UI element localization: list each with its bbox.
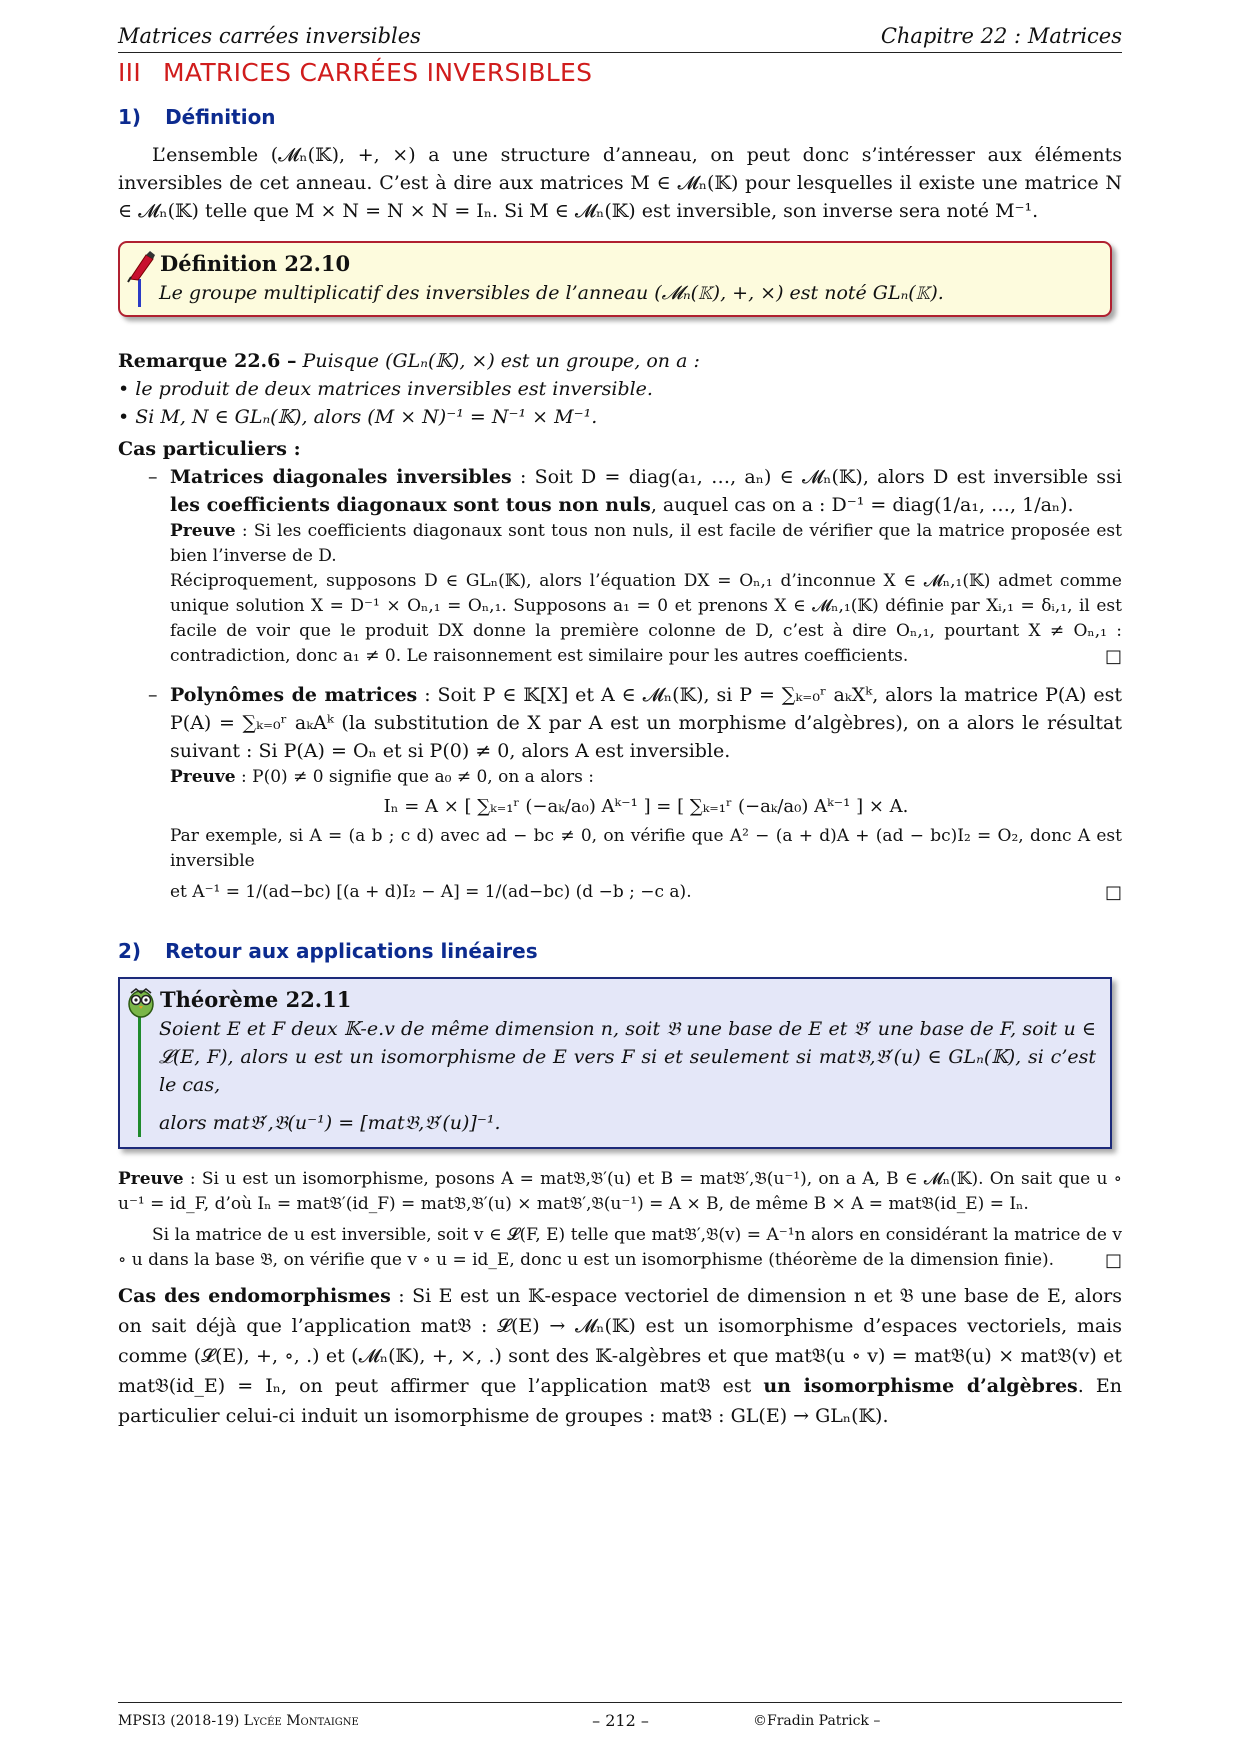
diagonal-title: Matrices diagonales inversibles: [170, 466, 512, 488]
subsection-label: Définition: [165, 105, 276, 129]
diagonal-proof-1: : Si les coefficients diagonaux sont tous non nuls, il est facile de vérifier que la matrice proposée est bien l’inverse de D.: [170, 521, 1122, 566]
endomorphisms-paragraph: [118, 1281, 1122, 1431]
endomorphisms-bold: un isomorphisme d’algèbres: [763, 1375, 1078, 1397]
cases-label: Cas particuliers :: [118, 438, 301, 460]
definition-body: Le groupe multiplicatif des inversibles de l’anneau (𝓜ₙ(𝕂), +, ×) est noté GLₙ(𝕂).: [138, 279, 1096, 307]
polynomial-proof: [118, 765, 1122, 905]
diagonal-dash: –: [148, 466, 158, 488]
theorem-box: [118, 977, 1112, 1149]
qed-symbol: □: [1104, 1250, 1122, 1271]
subsection-label: Retour aux applications linéaires: [165, 939, 538, 963]
polynomial-proof-label: Preuve: [170, 767, 236, 787]
polynomial-dash: –: [148, 684, 158, 706]
diagonal-case: [118, 463, 1122, 519]
theorem-proof-label: Preuve: [118, 1169, 184, 1189]
section-number: III: [118, 58, 142, 87]
diagonal-bold: les coefficients diagonaux sont tous non nuls: [170, 494, 651, 516]
owl-icon: [126, 985, 156, 1019]
diagonal-proof-2: Réciproquement, supposons D ∈ GLₙ(𝕂), alors l’équation DX = Oₙ,₁ d’inconnue X ∈ 𝓜ₙ,₁(𝕂) admet comme unique solution X = D⁻¹ × Oₙ,₁ = Oₙ,₁. Supposons a₁ = 0 et prenons X ∈ 𝓜ₙ,₁(𝕂) définie par Xᵢ,₁ = δᵢ,₁, il est facile de voir que le produit DX donne la première colonne de D, c’est à dire Oₙ,₁, pourtant X ≠ Oₙ,₁ : contradiction, donc a₁ ≠ 0. Le raisonnement est similaire pour les autres coefficients.: [170, 571, 1122, 666]
quill-icon: [126, 249, 156, 283]
running-header: [118, 18, 1122, 53]
diagonal-text-1: : Soit D = diag(a₁, …, aₙ) ∈ 𝓜ₙ(𝕂), alors D est inversible ssi: [511, 466, 1122, 488]
remark-label: Remarque 22.6 –: [118, 350, 297, 372]
polynomial-example-1: Par exemple, si A = (a b ; c d) avec ad − bc ≠ 0, on vérifie que A² − (a + d)A + (ad − bc)I₂ = O₂, donc A est inversible: [170, 826, 1122, 871]
section-title: [118, 58, 1122, 87]
diagonal-text-2: , auquel cas on a : D⁻¹ = diag(1/a₁, …, 1/aₙ).: [650, 494, 1074, 516]
footer-right: ©Fradin Patrick –: [753, 1712, 881, 1729]
remark-line: [118, 347, 1122, 375]
endomorphisms-label: Cas des endomorphismes: [118, 1285, 391, 1307]
polynomial-title: Polynômes de matrices: [170, 684, 418, 706]
endomorphisms-text-1: : Si E est un 𝕂-espace vectoriel de dimension n et 𝔅 une base de E, alors on sait déjà que l’application mat𝔅 : 𝓛(E) → 𝓜ₙ(𝕂) est un isomorphisme d’espaces vectoriels, mais comme (𝓛(E), +, ∘, .) et (𝓜ₙ(𝕂), +, ×, .) sont des 𝕂-algèbres et que mat𝔅(u ∘ v) = mat𝔅(u) × mat𝔅(v) et mat𝔅(id_E) = Iₙ, on peut affirmer que l’application mat𝔅 est: [118, 1285, 1122, 1397]
section-label: MATRICES CARRÉES INVERSIBLES: [163, 58, 593, 87]
header-left: Matrices carrées inversibles: [118, 24, 421, 48]
footer-left: MPSI3 (2018-19) Lycée Montaigne: [118, 1712, 359, 1729]
theorem-body: [138, 1015, 1096, 1137]
definition-title: Définition 22.10: [160, 251, 351, 276]
theorem-proof-1: : Si u est un isomorphisme, posons A = mat𝔅,𝔅′(u) et B = mat𝔅′,𝔅(u⁻¹), on a A, B ∈ 𝓜ₙ(𝕂). On sait que u ∘ u⁻¹ = id_F, d’où Iₙ = mat𝔅′(id_F) = mat𝔅,𝔅′(u) × mat𝔅′,𝔅(u⁻¹) = A × B, de même B × A = mat𝔅(id_E) = Iₙ.: [118, 1169, 1122, 1214]
theorem-body-2: alors mat𝔅′,𝔅(u⁻¹) = [mat𝔅,𝔅′(u)]⁻¹.: [159, 1112, 501, 1134]
diagonal-proof: [118, 519, 1122, 669]
polynomial-display-equation: Iₙ = A × [ ∑ₖ₌₁ʳ (−aₖ/a₀) Aᵏ⁻¹ ] = [ ∑ₖ₌₁ʳ (−aₖ/a₀) Aᵏ⁻¹ ] × A.: [383, 796, 909, 817]
theorem-title: Théorème 22.11: [160, 987, 352, 1012]
theorem-proof: [118, 1167, 1122, 1273]
definition-box: [118, 241, 1112, 317]
subsection-number: 2): [118, 939, 142, 963]
qed-symbol: □: [1104, 646, 1122, 667]
remark-item-1: • le produit de deux matrices inversibles est inversible.: [118, 378, 653, 400]
subsection-definition: [118, 105, 1122, 129]
page-number: – 212 –: [592, 1711, 649, 1730]
qed-symbol: □: [1104, 882, 1122, 903]
polynomial-case: [118, 681, 1122, 765]
polynomial-example-2: et A⁻¹ = 1/(ad−bc) [(a + d)I₂ − A] = 1/(ad−bc) (d −b ; −c a).: [170, 882, 692, 902]
remark-item-2: • Si M, N ∈ GLₙ(𝕂), alors (M × N)⁻¹ = N⁻¹ × M⁻¹.: [118, 406, 598, 428]
subsection-number: 1): [118, 105, 142, 129]
theorem-proof-2: Si la matrice de u est inversible, soit v ∈ 𝓛(F, E) telle que mat𝔅′,𝔅(v) = A⁻¹n alors en considérant la matrice de v ∘ u dans la base 𝔅, on vérifie que v ∘ u = id_E, donc u est un isomorphisme (théorème de la dimension finie).: [118, 1225, 1122, 1270]
polynomial-text: : Soit P ∈ 𝕂[X] et A ∈ 𝓜ₙ(𝕂), si P = ∑ₖ₌₀ʳ aₖXᵏ, alors la matrice P(A) est P(A) = ∑ₖ₌₀ʳ aₖAᵏ (la substitution de X par A est un morphisme d’algèbres), on a alors le résultat suivant : Si P(A) = Oₙ et si P(0) ≠ 0, alors A est inversible.: [170, 684, 1122, 762]
polynomial-proof-1: : P(0) ≠ 0 signifie que a₀ ≠ 0, on a alors :: [235, 767, 595, 787]
endomorphisms-text-2: . En particulier celui-ci induit un isomorphisme de groupes : mat𝔅 : GL(E) → GLₙ(𝕂).: [118, 1375, 1122, 1427]
subsection-linear-maps: [118, 939, 1122, 963]
intro-paragraph: L’ensemble (𝓜ₙ(𝕂), +, ×) a une structure d’anneau, on peut donc s’intéresser aux éléments inversibles de cet anneau. C’est à dire aux matrices M ∈ 𝓜ₙ(𝕂) pour lesquelles il existe une matrice N ∈ 𝓜ₙ(𝕂) telle que M × N = N × N = Iₙ. Si M ∈ 𝓜ₙ(𝕂) est inversible, son inverse sera noté M⁻¹.: [118, 144, 1122, 222]
header-right: Chapitre 22 : Matrices: [880, 24, 1122, 48]
theorem-body-1: Soient E et F deux 𝕂-e.v de même dimension n, soit 𝔅 une base de E et 𝔅′ une base de F, soit u ∈ 𝓛(E, F), alors u est un isomorphisme de E vers F si et seulement si mat𝔅,𝔅′(u) ∈ GLₙ(𝕂), si c’est le cas,: [159, 1018, 1096, 1096]
diagonal-proof-label: Preuve: [170, 521, 236, 541]
content: [118, 52, 1122, 1431]
page-footer: [118, 1702, 1122, 1730]
remark-intro: Puisque (GLₙ(𝕂), ×) est un groupe, on a :: [302, 350, 700, 372]
